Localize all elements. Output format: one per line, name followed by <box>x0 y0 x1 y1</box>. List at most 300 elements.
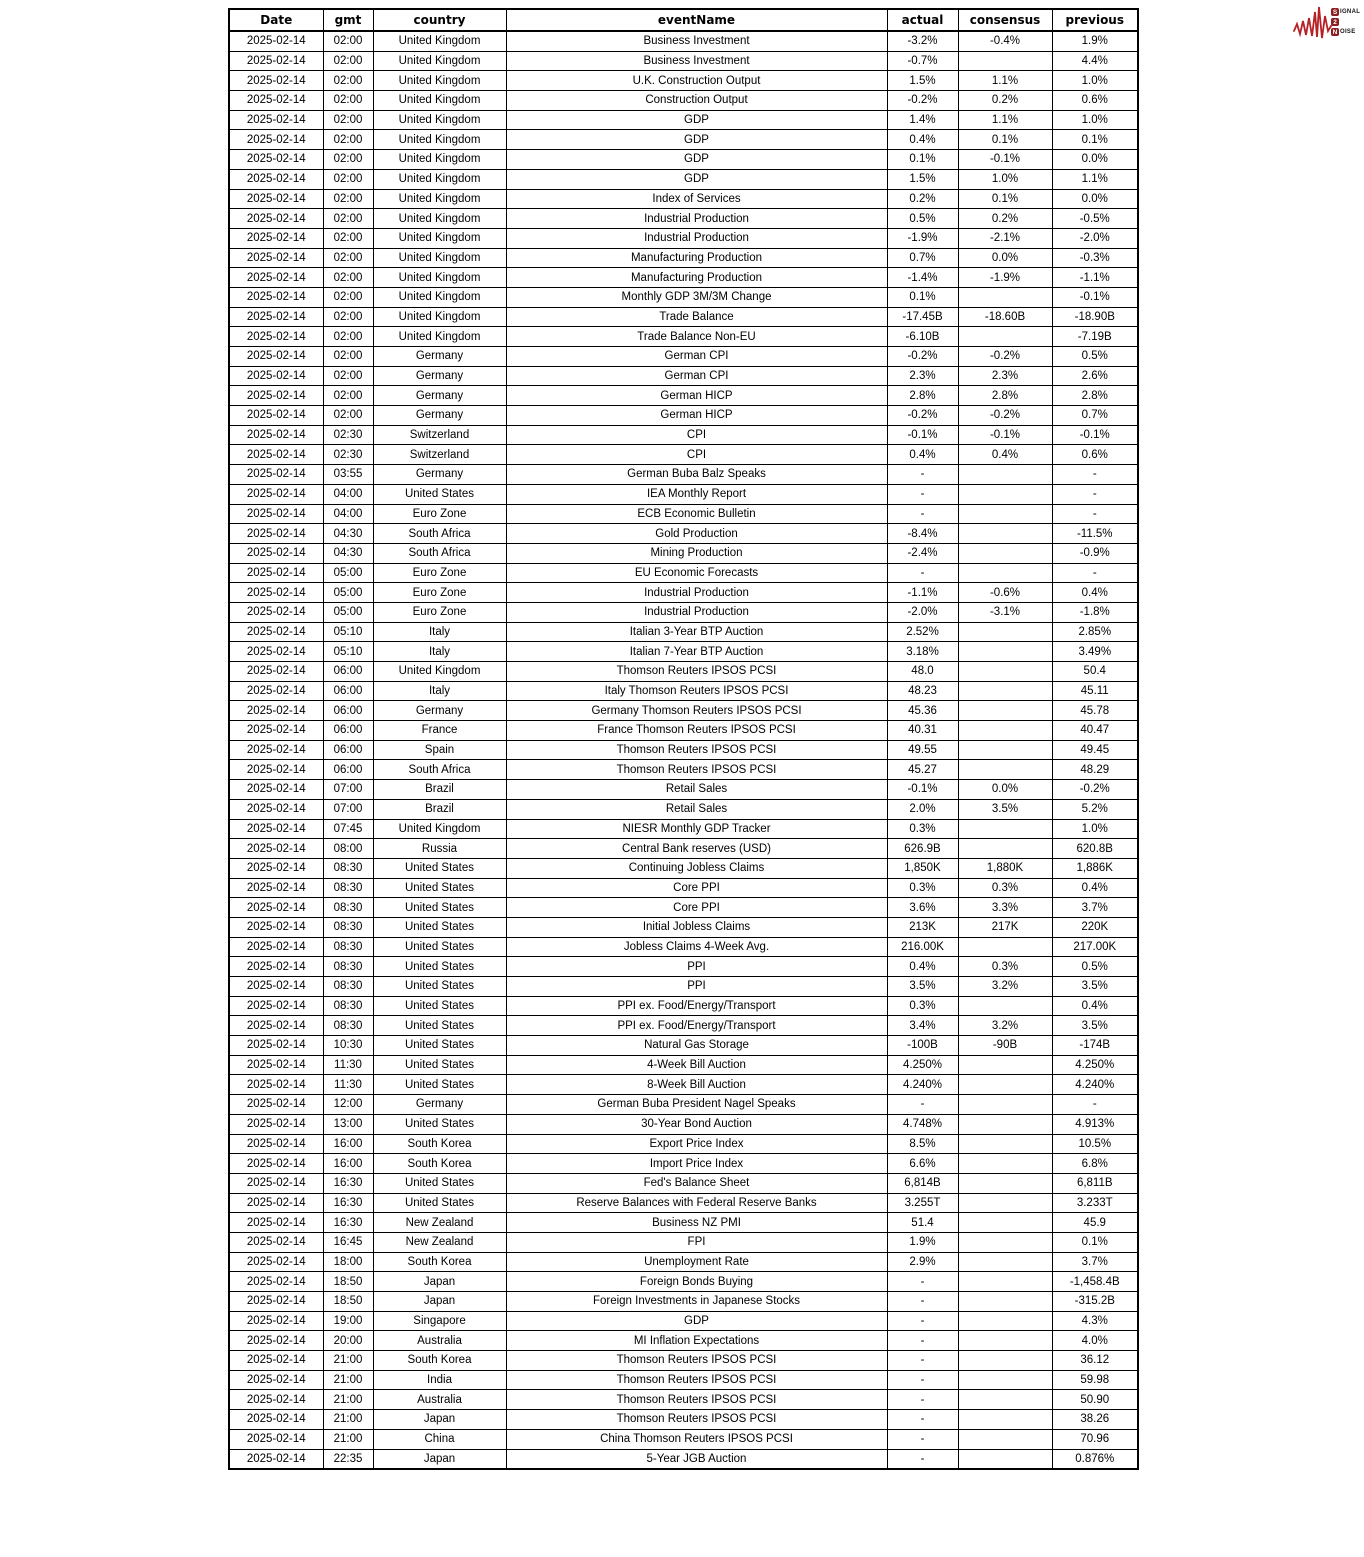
cell-event-name: EU Economic Forecasts <box>506 563 887 583</box>
cell-gmt: 11:30 <box>323 1055 373 1075</box>
cell-actual: 0.1% <box>887 150 958 170</box>
cell-previous: - <box>1052 563 1138 583</box>
cell-actual: -8.4% <box>887 524 958 544</box>
cell-consensus <box>958 1134 1052 1154</box>
cell-previous: 38.26 <box>1052 1410 1138 1430</box>
table-row <box>229 1370 1138 1390</box>
table-row <box>229 662 1138 682</box>
cell-actual: -2.4% <box>887 543 958 563</box>
cell-event-name: Industrial Production <box>506 228 887 248</box>
cell-country: Euro Zone <box>373 563 506 583</box>
cell-date: 2025-02-14 <box>229 1390 323 1410</box>
cell-actual: 4.748% <box>887 1114 958 1134</box>
cell-country: Euro Zone <box>373 602 506 622</box>
cell-actual: 48.0 <box>887 662 958 682</box>
cell-consensus: -18.60B <box>958 307 1052 327</box>
cell-event-name: Continuing Jobless Claims <box>506 858 887 878</box>
cell-previous: -0.1% <box>1052 425 1138 445</box>
cell-gmt: 19:00 <box>323 1311 373 1331</box>
table-row <box>229 1311 1138 1331</box>
table-row <box>229 228 1138 248</box>
table-row <box>229 248 1138 268</box>
cell-consensus <box>958 1095 1052 1115</box>
cell-consensus <box>958 1331 1052 1351</box>
cell-event-name: German Buba President Nagel Speaks <box>506 1095 887 1115</box>
table-row <box>229 1429 1138 1449</box>
table-row <box>229 799 1138 819</box>
cell-date: 2025-02-14 <box>229 937 323 957</box>
cell-event-name: GDP <box>506 169 887 189</box>
cell-event-name: PPI <box>506 977 887 997</box>
cell-consensus <box>958 1055 1052 1075</box>
cell-previous: 50.4 <box>1052 662 1138 682</box>
cell-consensus <box>958 937 1052 957</box>
cell-consensus <box>958 524 1052 544</box>
cell-country: Australia <box>373 1331 506 1351</box>
cell-consensus <box>958 1213 1052 1233</box>
cell-event-name: Foreign Investments in Japanese Stocks <box>506 1292 887 1312</box>
table-row <box>229 209 1138 229</box>
cell-country: United States <box>373 1055 506 1075</box>
cell-consensus <box>958 543 1052 563</box>
cell-country: United Kingdom <box>373 130 506 150</box>
cell-actual: 4.240% <box>887 1075 958 1095</box>
cell-actual: -100B <box>887 1036 958 1056</box>
table-row <box>229 721 1138 741</box>
cell-country: United Kingdom <box>373 307 506 327</box>
cell-gmt: 21:00 <box>323 1370 373 1390</box>
cell-previous: 0.0% <box>1052 189 1138 209</box>
table-row <box>229 1036 1138 1056</box>
cell-event-name: German CPI <box>506 366 887 386</box>
cell-country: Spain <box>373 740 506 760</box>
cell-previous: -0.9% <box>1052 543 1138 563</box>
cell-gmt: 02:00 <box>323 287 373 307</box>
cell-country: Japan <box>373 1410 506 1430</box>
table-row <box>229 347 1138 367</box>
cell-date: 2025-02-14 <box>229 1311 323 1331</box>
cell-event-name: Core PPI <box>506 898 887 918</box>
cell-country: Germany <box>373 347 506 367</box>
cell-consensus <box>958 1173 1052 1193</box>
cell-gmt: 02:30 <box>323 445 373 465</box>
header-consensus: consensus <box>958 9 1052 31</box>
cell-country: United States <box>373 878 506 898</box>
cell-previous: -0.2% <box>1052 780 1138 800</box>
table-row <box>229 189 1138 209</box>
cell-country: United Kingdom <box>373 189 506 209</box>
cell-date: 2025-02-14 <box>229 878 323 898</box>
cell-date: 2025-02-14 <box>229 642 323 662</box>
table-row <box>229 642 1138 662</box>
cell-gmt: 12:00 <box>323 1095 373 1115</box>
cell-country: United States <box>373 1036 506 1056</box>
cell-country: Italy <box>373 642 506 662</box>
cell-event-name: NIESR Monthly GDP Tracker <box>506 819 887 839</box>
cell-date: 2025-02-14 <box>229 917 323 937</box>
cell-date: 2025-02-14 <box>229 307 323 327</box>
cell-gmt: 07:00 <box>323 780 373 800</box>
cell-country: South Africa <box>373 760 506 780</box>
cell-actual: - <box>887 1449 958 1469</box>
cell-date: 2025-02-14 <box>229 366 323 386</box>
cell-actual: -2.0% <box>887 602 958 622</box>
cell-country: Euro Zone <box>373 504 506 524</box>
cell-previous: 3.233T <box>1052 1193 1138 1213</box>
cell-date: 2025-02-14 <box>229 701 323 721</box>
header-date: Date <box>229 9 323 31</box>
cell-consensus: 0.1% <box>958 130 1052 150</box>
table-row <box>229 1114 1138 1134</box>
cell-gmt: 04:30 <box>323 524 373 544</box>
cell-previous: 4.0% <box>1052 1331 1138 1351</box>
cell-date: 2025-02-14 <box>229 622 323 642</box>
cell-consensus: -0.2% <box>958 406 1052 426</box>
cell-actual: 51.4 <box>887 1213 958 1233</box>
cell-event-name: Retail Sales <box>506 799 887 819</box>
cell-gmt: 02:00 <box>323 307 373 327</box>
cell-actual: -0.7% <box>887 51 958 71</box>
table-row <box>229 445 1138 465</box>
cell-actual: - <box>887 1429 958 1449</box>
cell-previous: 3.5% <box>1052 1016 1138 1036</box>
table-row <box>229 996 1138 1016</box>
cell-event-name: GDP <box>506 150 887 170</box>
cell-country: United Kingdom <box>373 662 506 682</box>
cell-actual: 48.23 <box>887 681 958 701</box>
cell-gmt: 06:00 <box>323 701 373 721</box>
cell-country: United Kingdom <box>373 31 506 51</box>
table-row <box>229 1331 1138 1351</box>
cell-consensus <box>958 1351 1052 1371</box>
cell-date: 2025-02-14 <box>229 662 323 682</box>
logo-text <box>1331 8 1360 37</box>
cell-previous: 220K <box>1052 917 1138 937</box>
cell-previous: - <box>1052 1095 1138 1115</box>
cell-gmt: 02:00 <box>323 327 373 347</box>
cell-consensus <box>958 740 1052 760</box>
cell-consensus: 1.1% <box>958 71 1052 91</box>
cell-actual: 3.255T <box>887 1193 958 1213</box>
cell-date: 2025-02-14 <box>229 1429 323 1449</box>
header-country: country <box>373 9 506 31</box>
table-row <box>229 307 1138 327</box>
cell-gmt: 02:00 <box>323 268 373 288</box>
cell-actual: - <box>887 1272 958 1292</box>
cell-gmt: 08:30 <box>323 977 373 997</box>
cell-date: 2025-02-14 <box>229 543 323 563</box>
cell-date: 2025-02-14 <box>229 977 323 997</box>
cell-country: United States <box>373 957 506 977</box>
cell-country: United States <box>373 1075 506 1095</box>
cell-gmt: 02:00 <box>323 386 373 406</box>
cell-actual: 45.27 <box>887 760 958 780</box>
signal2noise-logo <box>1293 4 1360 40</box>
table-row <box>229 1390 1138 1410</box>
logo-letter-2: 2 <box>1331 18 1339 26</box>
cell-actual: 1,850K <box>887 858 958 878</box>
cell-previous: 0.876% <box>1052 1449 1138 1469</box>
cell-actual: -0.1% <box>887 425 958 445</box>
cell-consensus <box>958 504 1052 524</box>
cell-date: 2025-02-14 <box>229 1134 323 1154</box>
cell-actual: - <box>887 1095 958 1115</box>
table-row <box>229 878 1138 898</box>
cell-date: 2025-02-14 <box>229 1036 323 1056</box>
cell-actual: 2.52% <box>887 622 958 642</box>
cell-date: 2025-02-14 <box>229 760 323 780</box>
cell-country: Germany <box>373 406 506 426</box>
cell-gmt: 05:00 <box>323 563 373 583</box>
cell-previous: 3.7% <box>1052 1252 1138 1272</box>
cell-country: Italy <box>373 681 506 701</box>
cell-consensus: 0.2% <box>958 91 1052 111</box>
cell-date: 2025-02-14 <box>229 1351 323 1371</box>
cell-country: United Kingdom <box>373 150 506 170</box>
cell-country: United Kingdom <box>373 248 506 268</box>
table-row <box>229 1351 1138 1371</box>
cell-actual: 0.3% <box>887 996 958 1016</box>
table-row <box>229 465 1138 485</box>
cell-country: Germany <box>373 701 506 721</box>
cell-event-name: Industrial Production <box>506 209 887 229</box>
cell-previous: -0.5% <box>1052 209 1138 229</box>
cell-gmt: 22:35 <box>323 1449 373 1469</box>
cell-actual: 2.9% <box>887 1252 958 1272</box>
cell-previous: 45.9 <box>1052 1213 1138 1233</box>
cell-gmt: 08:00 <box>323 839 373 859</box>
table-row <box>229 1272 1138 1292</box>
cell-country: United Kingdom <box>373 169 506 189</box>
table-row <box>229 406 1138 426</box>
cell-previous: 3.7% <box>1052 898 1138 918</box>
cell-previous: 59.98 <box>1052 1370 1138 1390</box>
cell-country: United States <box>373 858 506 878</box>
cell-consensus <box>958 1370 1052 1390</box>
cell-country: United Kingdom <box>373 51 506 71</box>
cell-previous: 1.0% <box>1052 819 1138 839</box>
table-row <box>229 130 1138 150</box>
cell-actual: 6,814B <box>887 1173 958 1193</box>
cell-actual: 0.3% <box>887 819 958 839</box>
cell-event-name: Initial Jobless Claims <box>506 917 887 937</box>
cell-previous: 0.6% <box>1052 445 1138 465</box>
cell-consensus <box>958 1311 1052 1331</box>
cell-gmt: 02:00 <box>323 169 373 189</box>
cell-previous: 3.49% <box>1052 642 1138 662</box>
cell-date: 2025-02-14 <box>229 347 323 367</box>
cell-actual: 0.4% <box>887 130 958 150</box>
table-row <box>229 327 1138 347</box>
table-row <box>229 1016 1138 1036</box>
cell-gmt: 02:00 <box>323 347 373 367</box>
cell-previous: 0.5% <box>1052 347 1138 367</box>
cell-date: 2025-02-14 <box>229 780 323 800</box>
cell-previous: -174B <box>1052 1036 1138 1056</box>
cell-event-name: Construction Output <box>506 91 887 111</box>
cell-consensus: 217K <box>958 917 1052 937</box>
cell-date: 2025-02-14 <box>229 1232 323 1252</box>
cell-consensus <box>958 839 1052 859</box>
cell-consensus <box>958 1292 1052 1312</box>
table-row <box>229 150 1138 170</box>
cell-consensus: 3.3% <box>958 898 1052 918</box>
cell-gmt: 02:00 <box>323 248 373 268</box>
cell-date: 2025-02-14 <box>229 602 323 622</box>
cell-event-name: Thomson Reuters IPSOS PCSI <box>506 740 887 760</box>
cell-event-name: MI Inflation Expectations <box>506 1331 887 1351</box>
cell-event-name: 30-Year Bond Auction <box>506 1114 887 1134</box>
table-row <box>229 1410 1138 1430</box>
cell-actual: 2.0% <box>887 799 958 819</box>
cell-consensus <box>958 484 1052 504</box>
cell-event-name: PPI <box>506 957 887 977</box>
cell-gmt: 02:00 <box>323 189 373 209</box>
cell-gmt: 02:00 <box>323 31 373 51</box>
cell-event-name: China Thomson Reuters IPSOS PCSI <box>506 1429 887 1449</box>
cell-consensus <box>958 1193 1052 1213</box>
cell-event-name: Industrial Production <box>506 602 887 622</box>
cell-event-name: Industrial Production <box>506 583 887 603</box>
table-row <box>229 740 1138 760</box>
cell-date: 2025-02-14 <box>229 1213 323 1233</box>
economic-calendar-table <box>228 8 1139 1470</box>
header-event-name: eventName <box>506 9 887 31</box>
table-row <box>229 602 1138 622</box>
cell-event-name: CPI <box>506 445 887 465</box>
cell-previous: -0.1% <box>1052 287 1138 307</box>
logo-line-noise <box>1331 28 1360 37</box>
cell-event-name: Unemployment Rate <box>506 1252 887 1272</box>
cell-country: India <box>373 1370 506 1390</box>
cell-consensus <box>958 1232 1052 1252</box>
cell-event-name: PPI ex. Food/Energy/Transport <box>506 1016 887 1036</box>
cell-country: United States <box>373 937 506 957</box>
cell-country: Singapore <box>373 1311 506 1331</box>
cell-event-name: Thomson Reuters IPSOS PCSI <box>506 1390 887 1410</box>
cell-previous: -18.90B <box>1052 307 1138 327</box>
cell-date: 2025-02-14 <box>229 150 323 170</box>
cell-country: United Kingdom <box>373 110 506 130</box>
cell-actual: 0.3% <box>887 878 958 898</box>
cell-actual: 2.8% <box>887 386 958 406</box>
cell-country: Germany <box>373 1095 506 1115</box>
cell-country: United States <box>373 996 506 1016</box>
table-row <box>229 1154 1138 1174</box>
cell-gmt: 02:30 <box>323 425 373 445</box>
cell-actual: -1.4% <box>887 268 958 288</box>
cell-gmt: 04:30 <box>323 543 373 563</box>
cell-date: 2025-02-14 <box>229 287 323 307</box>
cell-date: 2025-02-14 <box>229 1410 323 1430</box>
cell-country: United Kingdom <box>373 287 506 307</box>
cell-actual: 3.6% <box>887 898 958 918</box>
cell-date: 2025-02-14 <box>229 799 323 819</box>
cell-consensus <box>958 1429 1052 1449</box>
header-gmt: gmt <box>323 9 373 31</box>
table-row <box>229 268 1138 288</box>
cell-date: 2025-02-14 <box>229 740 323 760</box>
cell-event-name: 4-Week Bill Auction <box>506 1055 887 1075</box>
table-row <box>229 622 1138 642</box>
cell-consensus: -1.9% <box>958 268 1052 288</box>
table-row <box>229 386 1138 406</box>
cell-actual: - <box>887 1292 958 1312</box>
cell-event-name: CPI <box>506 425 887 445</box>
cell-date: 2025-02-14 <box>229 1193 323 1213</box>
cell-country: Switzerland <box>373 445 506 465</box>
table-row <box>229 1055 1138 1075</box>
cell-previous: 1.1% <box>1052 169 1138 189</box>
cell-previous: -1.1% <box>1052 268 1138 288</box>
cell-consensus <box>958 1390 1052 1410</box>
cell-consensus <box>958 996 1052 1016</box>
cell-country: United States <box>373 484 506 504</box>
cell-gmt: 02:00 <box>323 209 373 229</box>
cell-country: United Kingdom <box>373 819 506 839</box>
cell-country: United States <box>373 977 506 997</box>
cell-event-name: German Buba Balz Speaks <box>506 465 887 485</box>
cell-event-name: Germany Thomson Reuters IPSOS PCSI <box>506 701 887 721</box>
cell-consensus <box>958 1075 1052 1095</box>
cell-country: New Zealand <box>373 1232 506 1252</box>
cell-consensus: 2.8% <box>958 386 1052 406</box>
cell-gmt: 07:00 <box>323 799 373 819</box>
cell-event-name: PPI ex. Food/Energy/Transport <box>506 996 887 1016</box>
table-row <box>229 110 1138 130</box>
cell-actual: 6.6% <box>887 1154 958 1174</box>
cell-event-name: German HICP <box>506 406 887 426</box>
cell-date: 2025-02-14 <box>229 406 323 426</box>
cell-consensus <box>958 662 1052 682</box>
cell-date: 2025-02-14 <box>229 130 323 150</box>
cell-previous: 2.8% <box>1052 386 1138 406</box>
cell-date: 2025-02-14 <box>229 1075 323 1095</box>
cell-country: South Korea <box>373 1351 506 1371</box>
cell-previous: -1.8% <box>1052 602 1138 622</box>
cell-previous: 3.5% <box>1052 977 1138 997</box>
cell-consensus: 2.3% <box>958 366 1052 386</box>
cell-consensus: 1,880K <box>958 858 1052 878</box>
cell-country: New Zealand <box>373 1213 506 1233</box>
cell-consensus: -0.1% <box>958 425 1052 445</box>
cell-actual: 0.2% <box>887 189 958 209</box>
header-row <box>229 9 1138 31</box>
cell-date: 2025-02-14 <box>229 91 323 111</box>
table-row <box>229 51 1138 71</box>
cell-previous: 0.4% <box>1052 878 1138 898</box>
table-row <box>229 819 1138 839</box>
cell-consensus: -3.1% <box>958 602 1052 622</box>
cell-gmt: 02:00 <box>323 130 373 150</box>
cell-date: 2025-02-14 <box>229 189 323 209</box>
cell-gmt: 03:55 <box>323 465 373 485</box>
cell-gmt: 07:45 <box>323 819 373 839</box>
cell-date: 2025-02-14 <box>229 1016 323 1036</box>
cell-gmt: 16:30 <box>323 1193 373 1213</box>
logo-line-signal <box>1331 8 1360 17</box>
cell-country: South Korea <box>373 1252 506 1272</box>
cell-previous: -7.19B <box>1052 327 1138 347</box>
cell-actual: - <box>887 1351 958 1371</box>
cell-gmt: 05:10 <box>323 642 373 662</box>
cell-gmt: 06:00 <box>323 740 373 760</box>
table-row <box>229 1095 1138 1115</box>
cell-previous: 5.2% <box>1052 799 1138 819</box>
cell-actual: 8.5% <box>887 1134 958 1154</box>
cell-country: South Korea <box>373 1154 506 1174</box>
cell-gmt: 08:30 <box>323 898 373 918</box>
